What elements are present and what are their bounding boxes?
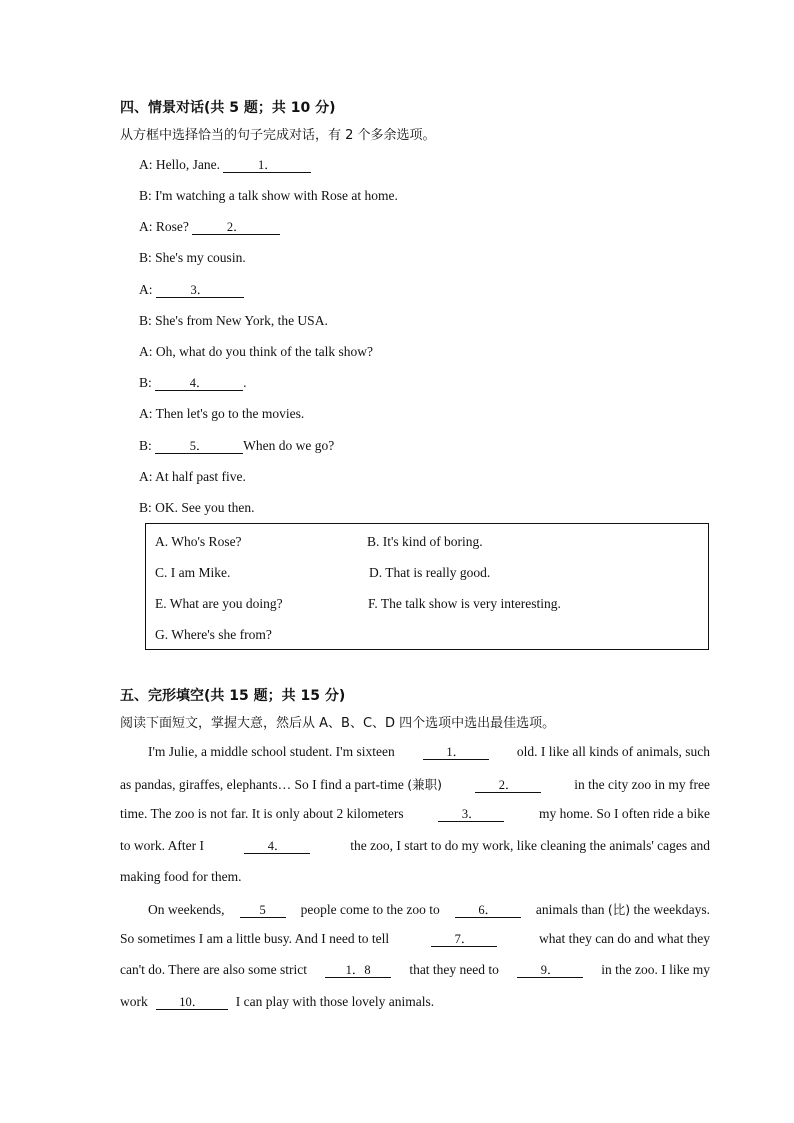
passage-line: to work. After I 4． the zoo, I start to do my work, like cleaning the animals' cages and bbox=[120, 838, 710, 853]
section5-instruction: 阅读下面短文，掌握大意，然后从 A、B、C、D 四个选项中选出最佳选项。 bbox=[120, 716, 556, 731]
dialogue-line-8: B: 4． . bbox=[139, 375, 247, 390]
cloze-blank-7[interactable]: 7． bbox=[431, 932, 497, 947]
answer-blank-3[interactable]: 3． bbox=[156, 283, 244, 298]
passage-line: as pandas, giraffes, elephants… So I find a part-time (兼职) 2． in the city zoo in my free bbox=[120, 777, 710, 792]
passage-line: making food for them. bbox=[120, 869, 242, 884]
option-b: B. It's kind of boring. bbox=[367, 534, 483, 549]
dialogue-line-7: A: Oh, what do you think of the talk show? bbox=[139, 344, 373, 359]
dialogue-line-11: A: At half past five. bbox=[139, 469, 246, 484]
passage-line: can't do. There are also some strict 1．8 that they need to 9． in the zoo. I like my bbox=[120, 962, 710, 977]
passage-line: On weekends, 5 people come to the zoo to 6． animals than (比) the weekdays. bbox=[148, 902, 710, 917]
cloze-blank-1[interactable]: 1． bbox=[423, 745, 489, 760]
option-d: D. That is really good. bbox=[369, 565, 491, 580]
option-e: E. What are you doing? bbox=[155, 596, 283, 611]
dialogue-line-4: B: She's my cousin. bbox=[139, 250, 246, 265]
answer-blank-5[interactable]: 5． bbox=[155, 439, 243, 454]
section5-title: 五、完形填空(共 15 题；共 15 分) bbox=[120, 688, 346, 704]
passage-line: work 10． I can play with those lovely animals. bbox=[120, 994, 435, 1009]
passage-line: So sometimes I am a little busy. And I need to tell 7． what they can do and what they bbox=[120, 931, 710, 946]
dialogue-line-3: A: Rose? 2． bbox=[139, 219, 280, 235]
cloze-blank-8[interactable]: 1．8 bbox=[325, 963, 391, 978]
cloze-blank-4[interactable]: 4． bbox=[244, 839, 310, 854]
dialogue-line-9: A: Then let's go to the movies. bbox=[139, 406, 305, 421]
section4-title: 四、情景对话(共 5 题；共 10 分) bbox=[120, 100, 336, 116]
option-c: C. I am Mike. bbox=[155, 565, 231, 580]
passage-line: I'm Julie, a middle school student. I'm sixteen 1． old. I like all kinds of animals, such bbox=[148, 744, 710, 759]
cloze-blank-9[interactable]: 9． bbox=[517, 963, 583, 978]
option-g: G. Where's she from? bbox=[155, 627, 272, 642]
cloze-blank-5[interactable]: 5 bbox=[240, 903, 286, 918]
cloze-blank-6[interactable]: 6． bbox=[455, 903, 521, 918]
answer-blank-4[interactable]: 4． bbox=[155, 376, 243, 391]
answer-blank-1[interactable]: 1． bbox=[223, 158, 311, 173]
option-a: A. Who's Rose? bbox=[155, 534, 242, 549]
dialogue-line-10: B: 5． When do we go? bbox=[139, 438, 335, 453]
passage-line: time. The zoo is not far. It is only about 2 kilometers 3． my home. So I often ride a bike bbox=[120, 806, 710, 821]
options-box bbox=[145, 523, 709, 650]
dialogue-line-12: B: OK. See you then. bbox=[139, 500, 255, 515]
dialogue-line-1: A: Hello, Jane. 1． bbox=[139, 157, 311, 173]
dialogue-line-6: B: She's from New York, the USA. bbox=[139, 313, 328, 328]
cloze-blank-2[interactable]: 2． bbox=[475, 778, 541, 793]
dialogue-line-2: B: I'm watching a talk show with Rose at home. bbox=[139, 188, 398, 203]
dialogue-line-5: A: 3． bbox=[139, 282, 244, 298]
cloze-blank-10[interactable]: 10． bbox=[156, 995, 228, 1010]
option-f: F. The talk show is very interesting. bbox=[368, 596, 561, 611]
cloze-blank-3[interactable]: 3． bbox=[438, 807, 504, 822]
section4-instruction: 从方框中选择恰当的句子完成对话，有 2 个多余选项。 bbox=[120, 128, 436, 143]
answer-blank-2[interactable]: 2． bbox=[192, 220, 280, 235]
